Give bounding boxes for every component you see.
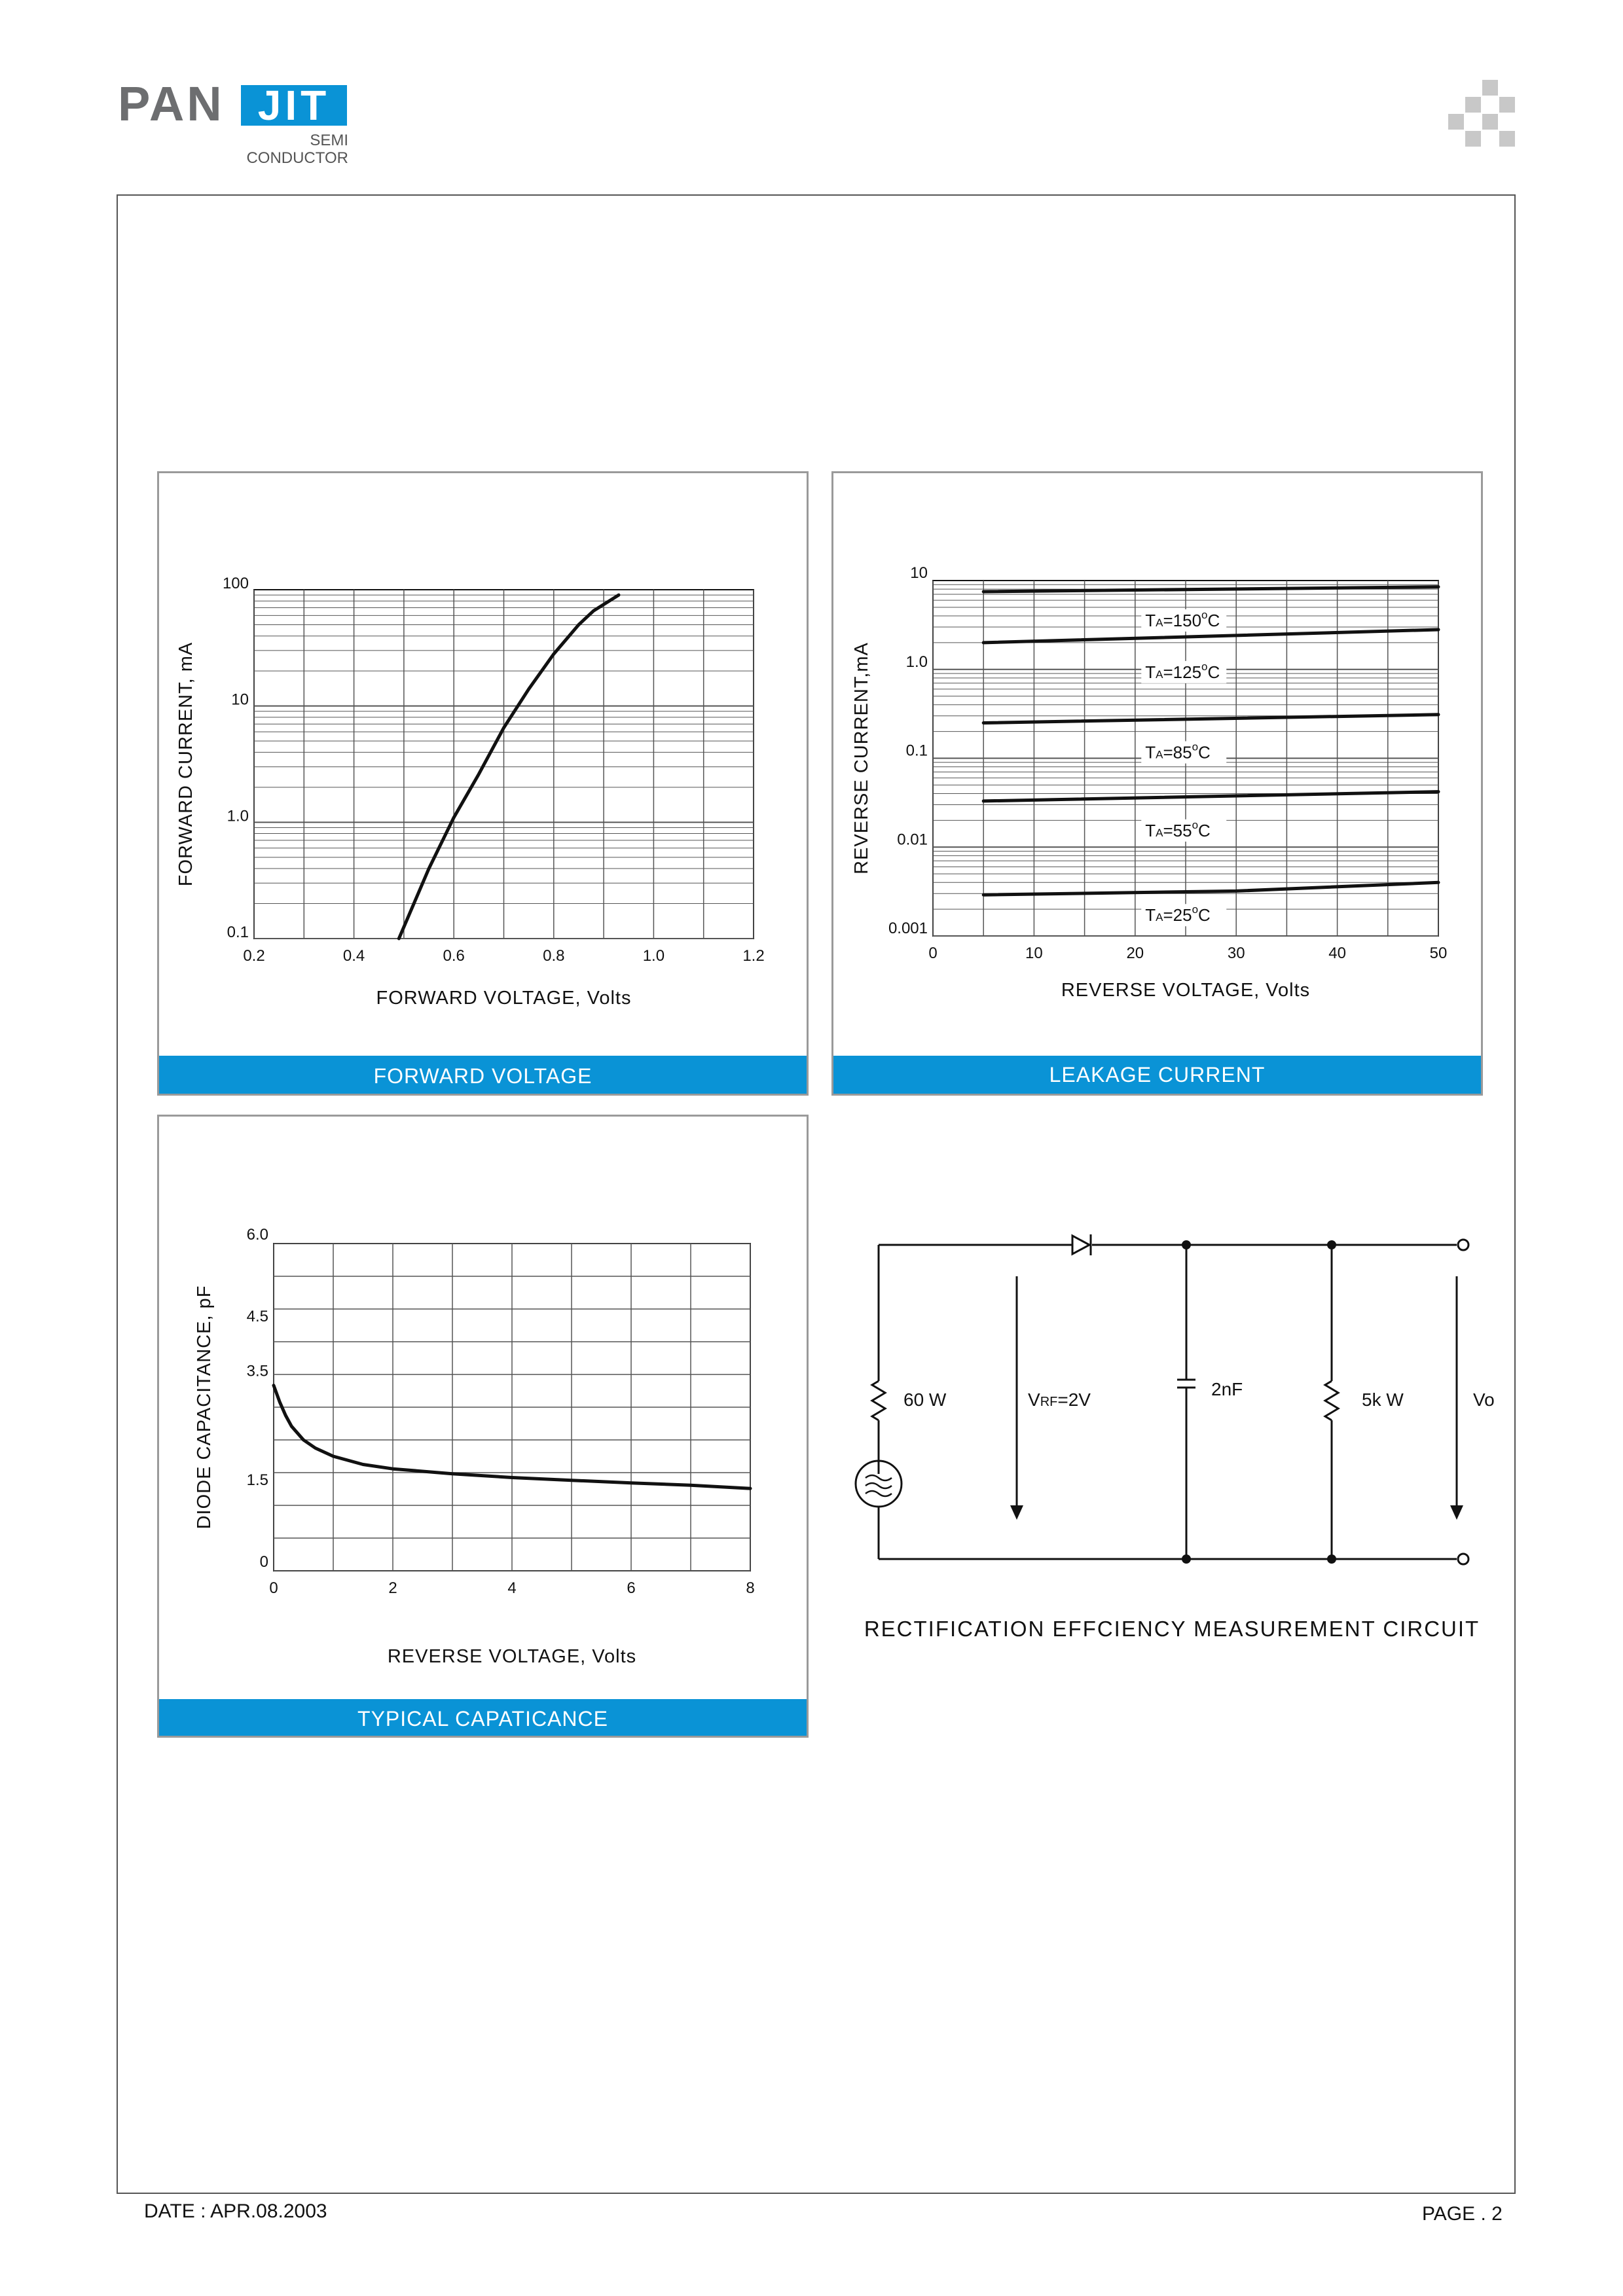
x-tick-label: 40 (1328, 944, 1346, 962)
x-tick-label: 50 (1429, 944, 1448, 962)
y-tick-label: 6.0 (246, 1226, 268, 1244)
x-axis-label: REVERSE VOLTAGE, Volts (387, 1646, 637, 1667)
forward-voltage-panel (157, 471, 809, 1096)
output-terminal-bottom (1458, 1554, 1468, 1564)
diode-icon (1072, 1236, 1089, 1254)
series-label-3: $TA=55^oC$ (1145, 818, 1211, 840)
x-tick-label: 0 (269, 1579, 278, 1597)
x-axis-label: FORWARD VOLTAGE, Volts (376, 988, 632, 1009)
x-tick-label: 1.0 (642, 947, 665, 965)
brand-logo-jit: JIT (241, 85, 347, 126)
brand-subtitle (236, 132, 348, 167)
y-tick-label: 1.5 (246, 1471, 268, 1489)
footer-page: PAGE . 2 (1422, 2203, 1503, 2225)
x-axis-label: REVERSE VOLTAGE, Volts (1061, 980, 1311, 1001)
forward-voltage-chart (159, 473, 807, 1052)
brand-logo-pan: PAN (118, 77, 225, 131)
output-terminal-top (1458, 1240, 1468, 1250)
circuit-caption: RECTIFICATION EFFCIENCY MEASUREMENT CIRCUIT (864, 1617, 1480, 1641)
x-tick-label: 1.2 (742, 947, 765, 965)
x-tick-label: 10 (1025, 944, 1043, 962)
capacitance-chart (159, 1117, 807, 1695)
source-resistor-icon (872, 1381, 885, 1420)
junction-dot (1182, 1240, 1191, 1249)
source-resistor-label: 60 W (903, 1390, 947, 1410)
measurement-circuit-diagram (845, 1217, 1512, 1649)
x-tick-label: 0.8 (543, 947, 565, 965)
leakage-current-caption: LEAKAGE CURRENT (833, 1056, 1481, 1094)
x-tick-label: 0.4 (342, 947, 365, 965)
vrf-arrow-head-icon (1010, 1505, 1023, 1520)
y-tick-label: 0 (259, 1553, 268, 1571)
capacitance-panel (157, 1115, 809, 1738)
junction-dot (1327, 1554, 1336, 1564)
y-tick-label: 1.0 (227, 807, 249, 825)
y-tick-label: 3.5 (246, 1362, 268, 1380)
x-tick-label: 20 (1126, 944, 1144, 962)
load-resistor-icon (1325, 1381, 1338, 1420)
y-tick-label: 1.0 (905, 653, 928, 671)
x-tick-label: 6 (627, 1579, 636, 1597)
x-tick-label: 30 (1227, 944, 1245, 962)
y-axis-label: REVERSE CURRENT,mA (851, 642, 872, 874)
junction-dot (1182, 1554, 1191, 1564)
leakage-current-chart (833, 473, 1481, 1052)
y-tick-label: 4.5 (246, 1308, 268, 1325)
footer-date: DATE : APR.08.2003 (144, 2200, 327, 2222)
y-axis-label: FORWARD CURRENT, mA (175, 641, 196, 887)
y-tick-label: 0.01 (897, 831, 928, 849)
series-label-1: $TA=125^oC$ (1145, 660, 1220, 682)
checker-logo-icon (1448, 80, 1516, 153)
y-tick-label: 0.001 (888, 920, 928, 937)
capacitance-caption: TYPICAL CAPATICANCE (159, 1699, 807, 1736)
x-tick-label: 0.6 (443, 947, 465, 965)
vrf-label: VRF=2V (1028, 1390, 1091, 1410)
y-tick-label: 0.1 (227, 924, 249, 941)
series-label-4: $TA=25^oC$ (1145, 903, 1211, 925)
brand-subtitle-line2: CONDUCTOR (246, 149, 348, 167)
output-label: Vo (1473, 1390, 1495, 1410)
forward-voltage-caption: FORWARD VOLTAGE (159, 1056, 807, 1094)
x-tick-label: 0 (928, 944, 938, 962)
x-tick-label: 8 (746, 1579, 755, 1597)
x-tick-label: 0.2 (243, 947, 265, 965)
series-label-0: $TA=150^oC$ (1145, 608, 1220, 630)
y-tick-label: 100 (222, 575, 249, 592)
vo-arrow-head-icon (1450, 1505, 1463, 1520)
x-tick-label: 2 (388, 1579, 397, 1597)
brand-subtitle-line1: SEMI (310, 132, 348, 149)
leakage-current-panel (831, 471, 1483, 1096)
junction-dot (1327, 1240, 1336, 1249)
y-tick-label: 10 (910, 564, 928, 582)
y-tick-label: 0.1 (905, 742, 928, 760)
capacitor-label: 2nF (1211, 1379, 1243, 1399)
x-tick-label: 4 (507, 1579, 517, 1597)
y-tick-label: 10 (231, 691, 249, 709)
y-axis-label: DIODE CAPACITANCE, pF (194, 1285, 215, 1530)
series-label-2: $TA=85^oC$ (1145, 740, 1211, 762)
load-resistor-label: 5k W (1362, 1390, 1404, 1410)
